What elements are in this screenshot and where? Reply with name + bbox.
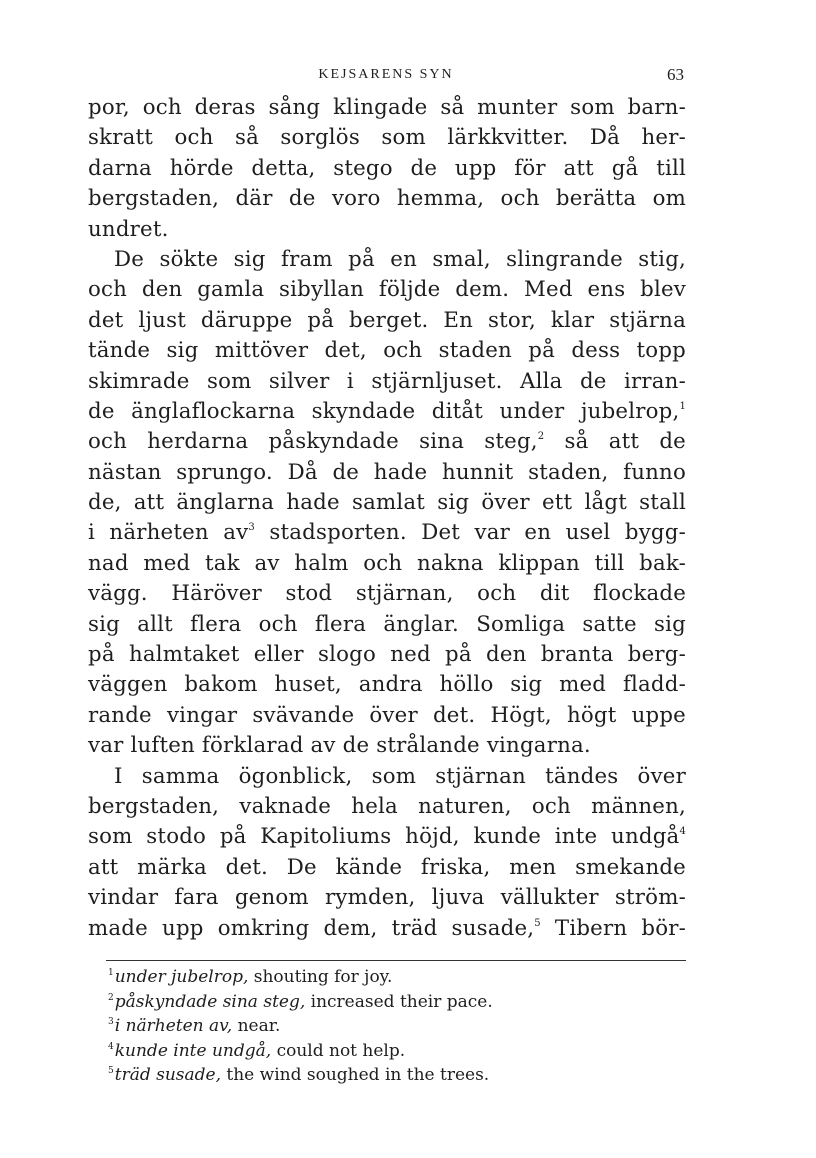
text-line: sig allt flera och flera änglar. Somliga satte sig <box>88 611 686 637</box>
text-line: De sökte sig fram på en smal, slingrande stig, <box>114 246 686 272</box>
body-text <box>88 93 686 944</box>
text-line: som stodo på Kapitoliums höjd, kunde inte undgå$^4$ <box>88 824 686 850</box>
text-line: por, och deras sång klingade så munter som barn- <box>88 95 686 120</box>
footnote: $^4$kunde inte undgå, could not help. <box>108 1040 406 1061</box>
text-line: på halmtaket eller slogo ned på den branta berg- <box>88 642 686 668</box>
footnote-marker: 3 <box>248 522 255 534</box>
text-line: darna hörde detta, stego de upp för att gå till <box>88 155 686 181</box>
text-line: att märka det. De kände friska, men smekande <box>88 854 686 880</box>
text-line: vägg. Häröver stod stjärnan, och dit flockade <box>88 581 686 607</box>
footnote-marker: 4 <box>679 826 686 838</box>
running-title: KEJSARENS SYN <box>318 67 454 82</box>
text-line: vindar fara genom rymden, ljuva vällukter ström- <box>88 885 686 911</box>
text-line: rande vingar svävande över det. Högt, högt uppe <box>88 702 686 728</box>
text-line: de, att änglarna hade samlat sig över ett lågt stall <box>88 490 686 516</box>
text-line: väggen bakom huset, andra höllo sig med fladd- <box>88 672 686 698</box>
footnote: $^1$under jubelrop, shouting for joy. <box>108 967 393 987</box>
text-line: tände sig mittöver det, och staden på dess topp <box>88 338 686 364</box>
text-line: var luften förklarad av de strålande vingarna. <box>88 733 591 759</box>
text-line: I samma ögonblick, som stjärnan tändes över <box>114 763 686 789</box>
text-line: och den gamla sibyllan följde dem. Med ens blev <box>88 277 686 303</box>
footnote-marker: 2 <box>537 431 545 443</box>
footnote: $^2$påskyndade sina steg, increased their pace. <box>108 991 493 1012</box>
footnote-marker: 5 <box>534 917 541 929</box>
text-line: skimrade som silver i stjärnljuset. Alla de irran- <box>88 368 686 394</box>
text-line: skratt och så sorglös som lärkkvitter. Då her- <box>88 125 686 151</box>
text-line: de änglaflockarna skyndade ditåt under jubelrop,$^1$ <box>88 398 686 424</box>
text-line: nad med tak av halm och nakna klippan till bak- <box>88 550 686 576</box>
page-number: 63 <box>667 65 684 84</box>
text-line: made upp omkring dem, träd susade,$^5$ Tibern bör- <box>88 915 686 941</box>
text-line: det ljust däruppe på berget. En stor, klar stjärna <box>88 307 686 333</box>
footnotes <box>108 965 668 1088</box>
text-line: bergstaden, vaknade hela naturen, och männen, <box>88 793 686 819</box>
footnote: $^5$träd susade, the wind soughed in the trees. <box>108 1065 490 1086</box>
text-line: i närheten $av^3$ stadsporten. Det var en usel bygg- <box>88 520 686 546</box>
text-line: nästan sprungo. Då de hade hunnit staden, funno <box>88 459 686 485</box>
text-line: bergstaden, där de voro hemma, och berätta om <box>88 186 686 212</box>
text-line: och herdarna påskyndade sina steg,$^2$ så att de <box>88 429 686 455</box>
running-head <box>88 64 684 86</box>
footnote-marker: 1 <box>679 400 686 412</box>
footnote: $^3$i närheten av, near. <box>108 1016 281 1037</box>
footnote-rule <box>106 960 686 961</box>
text-line: undret. <box>88 216 169 242</box>
